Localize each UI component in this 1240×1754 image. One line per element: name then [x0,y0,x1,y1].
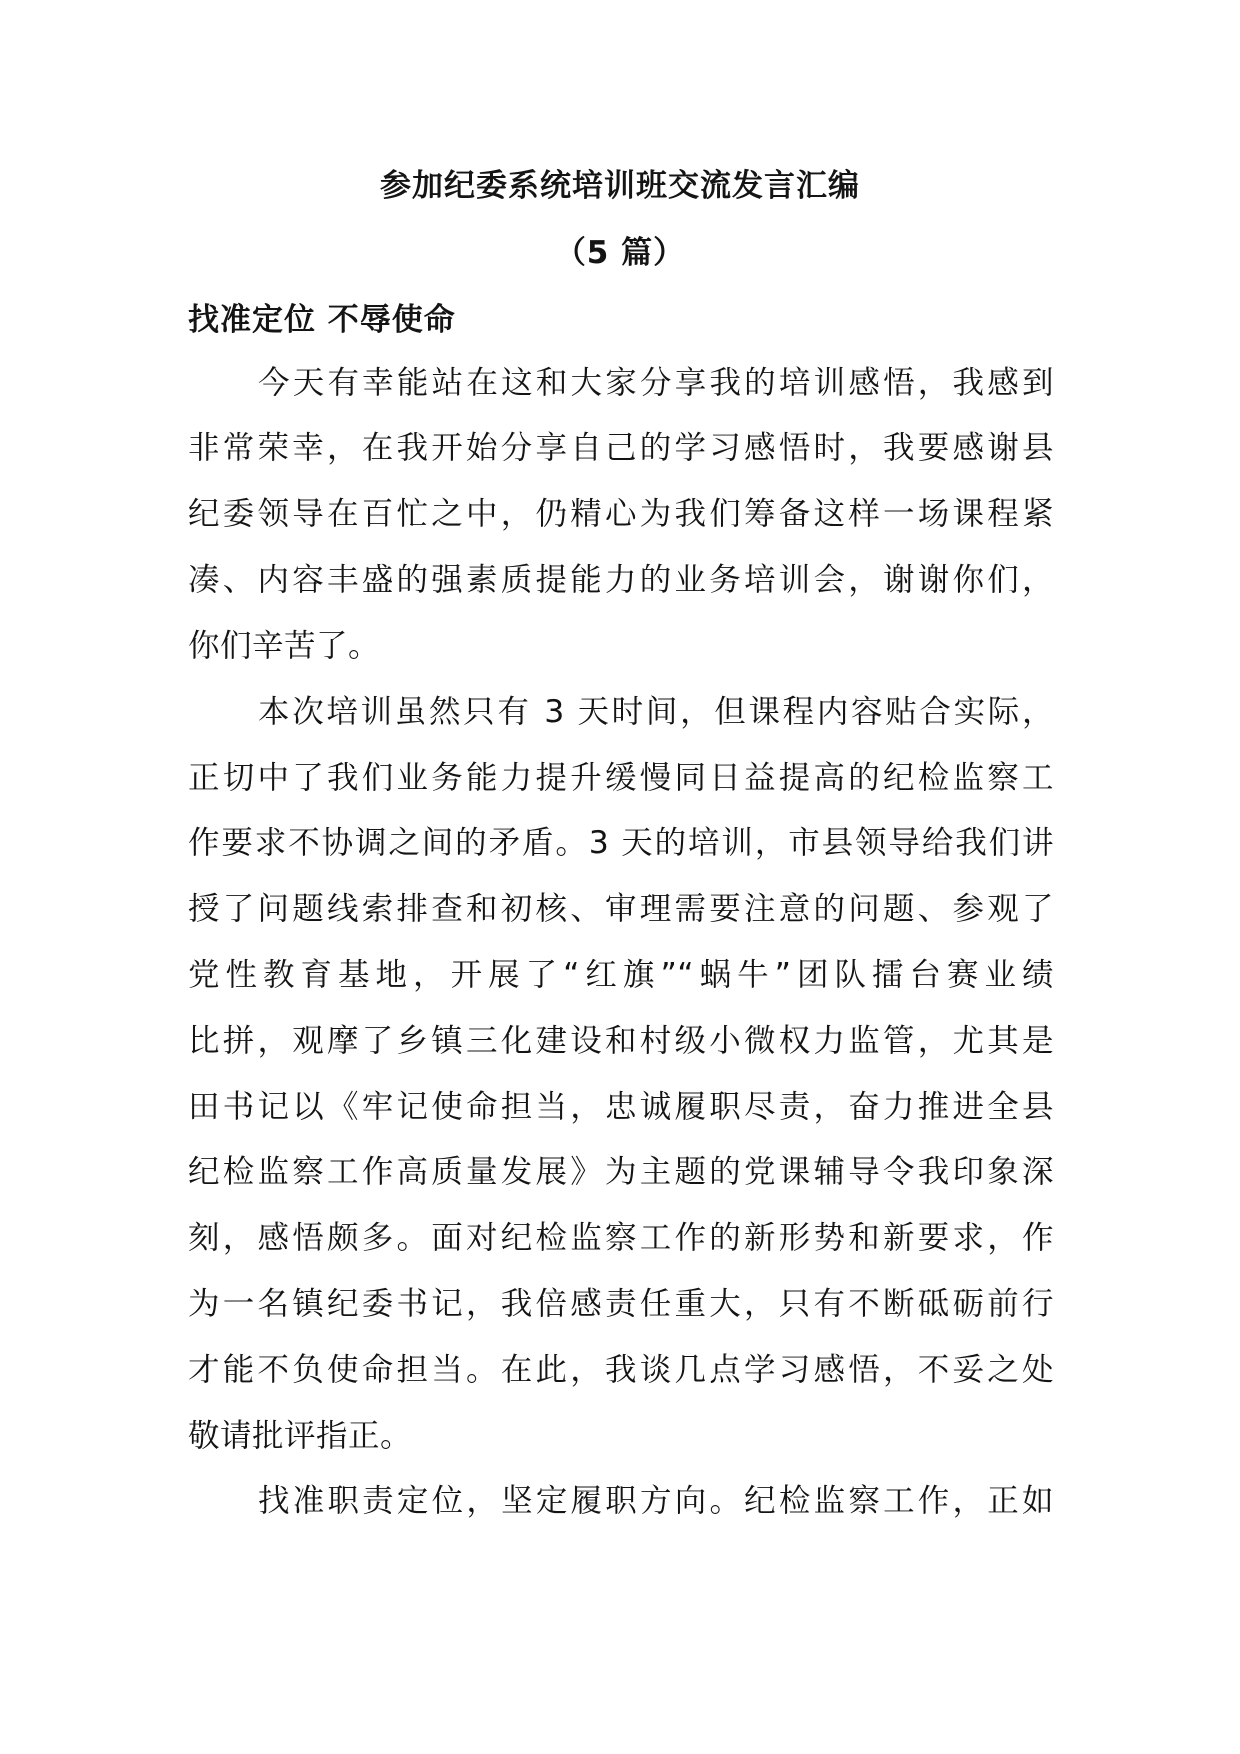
body-line: 为一名镇纪委书记，我倍感责任重大，只有不断砥砺前行 [188,1286,1054,1322]
body-line: 比拼，观摩了乡镇三化建设和村级小微权力监管，尤其是 [188,1023,1054,1059]
body-line: 田书记以《牢记使命担当，忠诚履职尽责，奋力推进全县 [188,1089,1054,1125]
body-line: 作要求不协调之间的矛盾。3 天的培训，市县领导给我们讲 [188,825,1054,861]
body-line: 敬请批评指正。 [188,1418,413,1454]
body-line: 党性教育基地，开展了“红旗”“蜗牛”团队擂台赛业绩 [188,957,1054,993]
document-subtitle: （5 篇） [554,235,686,271]
body-line: 今天有幸能站在这和大家分享我的培训感悟，我感到 [258,365,1054,401]
body-line: 凑、内容丰盛的强素质提能力的业务培训会，谢谢你们， [188,562,1054,598]
body-line: 本次培训虽然只有 3 天时间，但课程内容贴合实际， [258,694,1054,730]
body-line: 非常荣幸，在我开始分享自己的学习感悟时，我要感谢县 [188,430,1054,466]
body-line: 纪检监察工作高质量发展》为主题的党课辅导令我印象深 [188,1154,1054,1190]
body-line: 才能不负使命担当。在此，我谈几点学习感悟，不妥之处 [188,1352,1054,1388]
body-line: 找准职责定位，坚定履职方向。纪检监察工作，正如 [258,1483,1054,1519]
body-line: 你们辛苦了。 [188,628,381,664]
section-heading: 找准定位 不辱使命 [188,302,456,338]
body-line: 纪委领导在百忙之中，仍精心为我们筹备这样一场课程紧 [188,496,1054,532]
body-line: 刻，感悟颇多。面对纪检监察工作的新形势和新要求，作 [188,1220,1054,1256]
document-title: 参加纪委系统培训班交流发言汇编 [380,168,860,204]
body-line: 正切中了我们业务能力提升缓慢同日益提高的纪检监察工 [188,760,1054,796]
body-line: 授了问题线索排查和初核、审理需要注意的问题、参观了 [188,891,1054,927]
